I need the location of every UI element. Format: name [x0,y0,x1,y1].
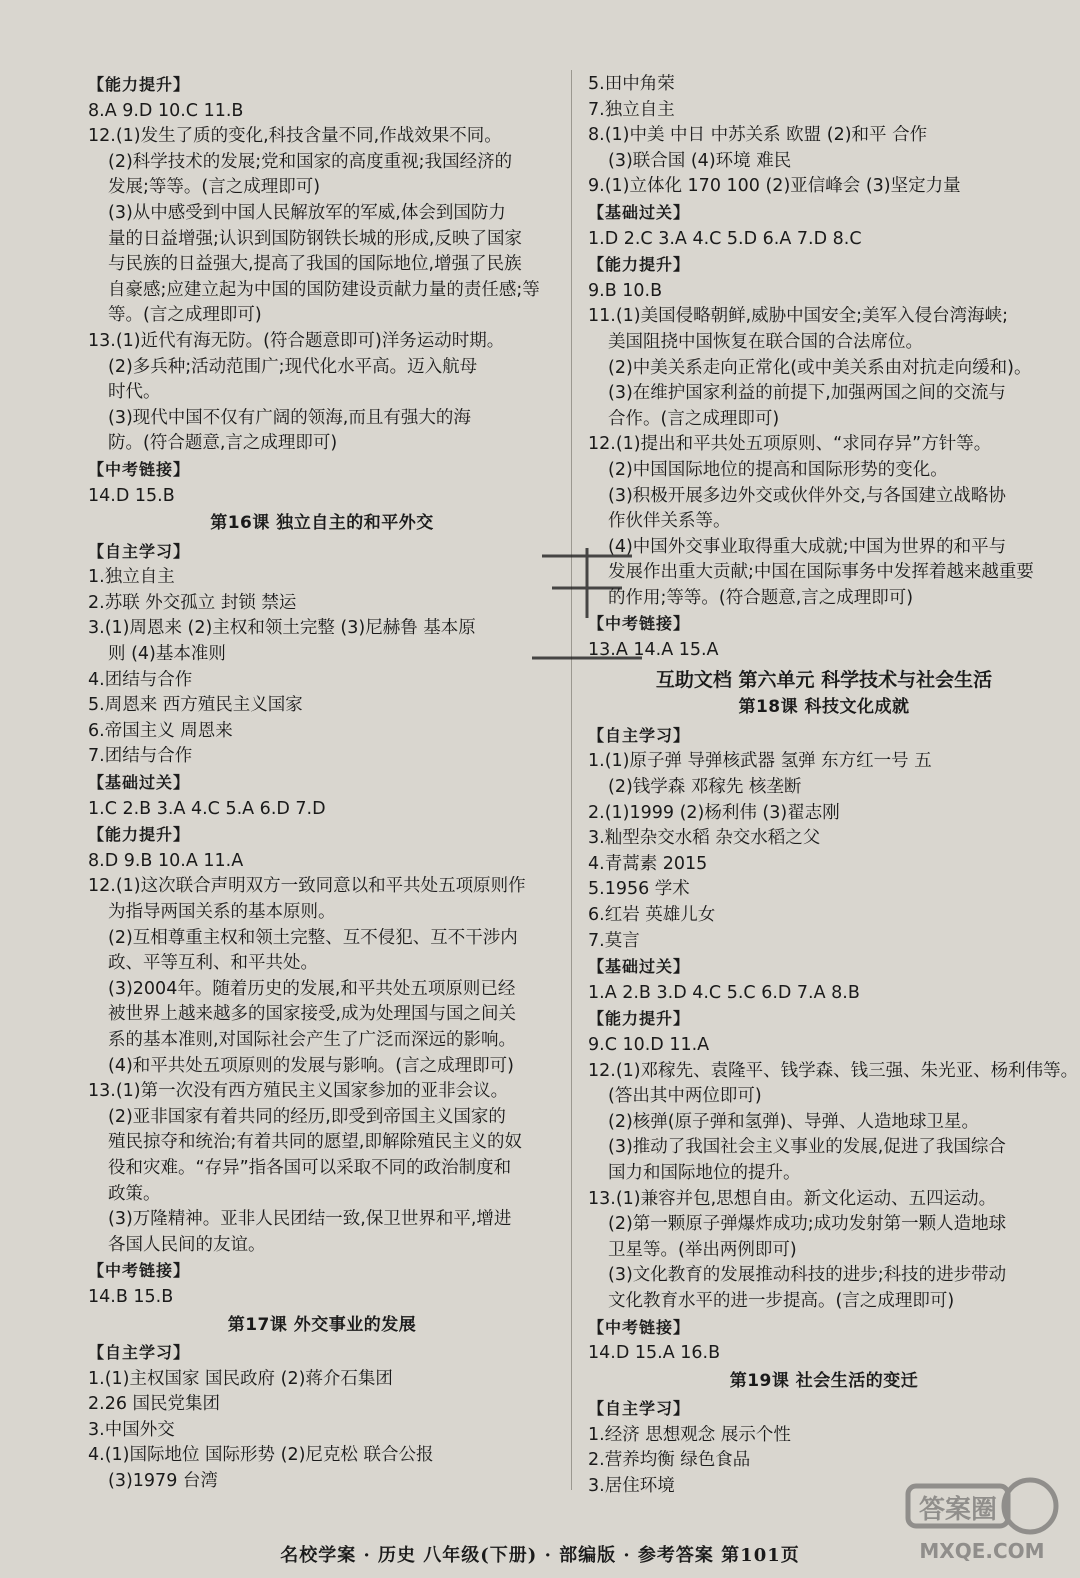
answer-line: 3.居住环境 [588,1476,675,1497]
answer-line: (2)多兵种;活动范围广;现代化水平高。迈入航母 [108,356,478,377]
answer-line: (3)1979 台湾 [108,1471,218,1492]
answer-line: 2.26 国民党集团 [88,1394,221,1415]
answer-line: 4.(1)国际地位 国际形势 (2)尼克松 联合公报 [88,1445,434,1466]
answer-line: 量的日益增强;认识到国防钢铁长城的形成,反映了国家 [108,228,522,249]
answer-line: 7.莫言 [588,930,640,951]
answer-line: 5.1956 学术 [588,879,690,900]
answer-line: 14.D 15.A 16.B [588,1343,721,1364]
page-footer: 名校学案 · 历史 八年级(下册) · 部编版 · 参考答案 第101页 [280,1545,800,1566]
section-tag: 【能力提升】 [88,825,191,845]
section-tag: 【能力提升】 [88,75,191,94]
answer-line: 防。(符合题意,言之成理即可) [108,433,338,454]
answer-line: (3)在维护国家利益的前提下,加强两国之间的交流与 [608,383,1006,404]
answer-line: 14.B 15.B [88,1286,174,1307]
section-tag: 【能力提升】 [588,255,691,275]
answer-line: (2)互相尊重主权和领土完整、互不侵犯、互不干涉内 [108,927,518,948]
section-tag-row [588,1315,1060,1342]
section-tag: 【中考链接】 [88,1261,191,1281]
answer-line: (3)从中感受到中国人民解放军的军威,体会到国防力 [108,202,506,223]
answer-line: 2.(1)1999 (2)杨利伟 (3)翟志刚 [588,802,840,823]
answer-line: 1.(1)主权国家 国民政府 (2)蒋介石集团 [88,1368,393,1389]
answer-line: 5.周恩来 西方殖民主义国家 [88,695,303,716]
section-tag: 【基础过关】 [588,202,691,222]
answer-line: 与民族的日益强大,提高了我国的国际地位,增强了民族 [108,254,522,275]
section-tag-row [588,252,1060,279]
answer-line: 5.田中角荣 [588,74,675,94]
answer-line: 7.独立自主 [588,99,675,120]
answer-line: 1.D 2.C 3.A 4.C 5.D 6.A 7.D 8.C [588,228,862,249]
answer-line: 9.C 10.D 11.A [588,1034,710,1055]
answer-line: 13.(1)近代有海无防。(符合题意即可)洋务运动时期。 [88,330,505,351]
answer-line: 7.团结与合作 [88,746,193,767]
section-tag-row [88,1340,556,1367]
answer-line: 8.A 9.D 10.C 11.B [88,100,244,121]
lesson-title: 第19课 社会生活的变迁 [729,1370,919,1391]
answer-line: 9.B 10.B [588,280,663,301]
answer-line: 3.(1)周恩来 (2)主权和领土完整 (3)尼赫鲁 基本原 [88,618,476,639]
answer-line: (3)万隆精神。亚非人民团结一致,保卫世界和平,增进 [108,1209,512,1230]
lesson-title: 第18课 科技文化成就 [738,697,910,718]
answer-line: 发展;等等。(言之成理即可) [108,177,321,198]
section-tag-row [588,200,1060,227]
section-tag: 【自主学习】 [88,541,191,561]
answer-line: 国力和国际地位的提升。 [608,1162,801,1183]
answer-line: 13.(1)兼容并包,思想自由。新文化运动、五四运动。 [588,1188,997,1209]
left-column [88,72,556,1495]
answer-line: (2)中美关系走向正常化(或中美关系由对抗走向缓和)。 [608,357,1032,378]
answer-line: 1.经济 思想观念 展示个性 [588,1424,791,1445]
answer-line: 8.(1)中美 中日 中苏关系 欧盟 (2)和平 合作 [588,125,928,146]
overlay-stamp-mark [532,548,642,678]
section-tag: 【自主学习】 [588,725,691,745]
section-tag: 【基础过关】 [588,957,691,977]
answer-line: 6.红岩 英雄儿女 [588,905,716,925]
answer-line: (2)第一颗原子弹爆炸成功;成功发射第一颗人造地球 [608,1214,1007,1235]
answer-line: (3)推动了我国社会主义事业的发展,促进了我国综合 [608,1137,1006,1158]
answer-line: 文化教育水平的进一步提高。(言之成理即可) [608,1290,955,1311]
answer-line: 政、平等互利、和平共处。 [108,953,318,974]
column-divider [571,70,572,1490]
lesson-title: 第16课 独立自主的和平外交 [210,513,434,534]
answer-line: 发展作出重大贡献;中国在国际事务中发挥着越来越重要 [608,562,1034,583]
answer-line: 的作用;等等。(符合题意,言之成理即可) [608,587,914,608]
section-tag: 【能力提升】 [588,1009,691,1029]
section-tag: 【中考链接】 [588,1317,691,1337]
section-tag: 【中考链接】 [88,459,191,479]
section-tag-row [88,822,556,849]
answer-line: 12.(1)发生了质的变化,科技含量不同,作战效果不同。 [88,126,502,147]
answer-line: (2)中国国际地位的提高和国际形势的变化。 [608,459,948,480]
unit-title: 互助文档 第六单元 科学技术与社会生活 [655,668,993,691]
answer-line: 4.团结与合作 [88,669,193,690]
answer-line: 6.帝国主义 周恩来 [88,720,233,741]
answer-line: (3)2004年。随着历史的发展,和平共处五项原则已经 [108,978,516,999]
section-tag-row [588,723,1060,750]
answer-line: (3)积极开展多边外交或伙伴外交,与各国建立战略协 [608,485,1006,506]
answer-line: (2)科学技术的发展;党和国家的高度重视;我国经济的 [108,151,513,172]
answer-line: 自豪感;应建立起为中国的国防建设贡献力量的责任感;等 [108,279,540,300]
right-column [588,72,1079,1500]
answer-line: 4.青蒿素 2015 [588,853,708,874]
answer-line: 1.C 2.B 3.A 4.C 5.A 6.D 7.D [88,798,326,819]
answer-line: 政策。 [108,1183,161,1204]
answer-line: 12.(1)这次联合声明双方一致同意以和平共处五项原则作 [88,876,526,897]
answer-line: 12.(1)邓稼先、袁隆平、钱学森、钱三强、朱光亚、杨利伟等。 [588,1060,1079,1081]
answer-line: 3.中国外交 [88,1419,175,1440]
answer-line: 1.A 2.B 3.D 4.C 5.C 6.D 7.A 8.B [588,982,860,1003]
answer-line: 1.独立自主 [88,567,175,588]
answer-line: 等。(言之成理即可) [108,305,262,326]
section-tag-row [88,770,556,797]
section-tag: 【自主学习】 [88,1343,191,1363]
answer-line: 役和灾难。“存异”指各国可以采取不同的政治制度和 [108,1157,512,1178]
section-tag-row [588,954,1060,981]
answer-line: (4)和平共处五项原则的发展与影响。(言之成理即可) [108,1055,514,1076]
svg-text:MXQE.COM: MXQE.COM [919,1539,1045,1563]
answer-line: 13.(1)第一次没有西方殖民主义国家参加的亚非会议。 [88,1081,509,1102]
answer-line: 殖民掠夺和统治;有着共同的愿望,即解除殖民主义的奴 [108,1132,522,1153]
answer-line: 8.D 9.B 10.A 11.A [88,850,244,871]
answer-line: 各国人民间的友谊。 [108,1234,266,1255]
svg-text:答案圈: 答案圈 [918,1495,998,1525]
section-tag-row [588,611,1060,638]
answer-line: 则 (4)基本准则 [108,644,226,665]
answer-line: 系的基本准则,对国际社会产生了广泛而深远的影响。 [108,1029,517,1050]
section-tag-row [588,1396,1060,1423]
answer-line: 卫星等。(举出两例即可) [608,1239,797,1260]
section-tag-row [88,72,556,99]
answer-line: 为指导两国关系的基本原则。 [108,902,336,922]
answer-line: 13.A 14.A 15.A [588,640,719,661]
answer-line: 美国阻挠中国恢复在联合国的合法席位。 [608,331,923,352]
answer-line: 9.(1)立体化 170 100 (2)亚信峰会 (3)坚定力量 [588,176,961,197]
answer-line: 12.(1)提出和平共处五项原则、“求同存异”方针等。 [588,434,992,455]
answer-line: (2)核弹(原子弹和氢弹)、导弹、人造地球卫星。 [608,1111,979,1132]
answer-line: 作伙伴关系等。 [608,511,731,532]
section-tag: 【自主学习】 [588,1399,691,1419]
section-tag: 【中考链接】 [588,614,691,634]
lesson-title: 第17课 外交事业的发展 [227,1314,417,1335]
section-tag-row [88,457,556,484]
answer-line: 合作。(言之成理即可) [608,408,780,429]
answer-line: 14.D 15.B [88,485,175,506]
answer-line: 时代。 [108,382,161,403]
answer-line: (4)中国外交事业取得重大成就;中国为世界的和平与 [608,536,1007,557]
answer-line: (答出其中两位即可) [608,1086,762,1107]
answer-line: 被世界上越来越多的国家接受,成为处理国与国之间关 [108,1004,517,1025]
answer-line: 1.(1)原子弹 导弹核武器 氢弹 东方红一号 五 [588,751,932,772]
section-tag: 【基础过关】 [88,773,191,793]
answer-line: 2.苏联 外交孤立 封锁 禁运 [88,592,297,613]
answer-line: (3)现代中国不仅有广阔的领海,而且有强大的海 [108,407,471,428]
answer-line: (3)文化教育的发展推动科技的进步;科技的进步带动 [608,1265,1007,1286]
answer-line: 2.营养均衡 绿色食品 [588,1450,751,1471]
answer-line: (3)联合国 (4)环境 难民 [608,150,792,171]
answer-line: 11.(1)美国侵略朝鲜,威胁中国安全;美军入侵台湾海峡; [588,306,1008,327]
section-tag-row [588,1006,1060,1033]
answer-line: (2)亚非国家有着共同的经历,即受到帝国主义国家的 [108,1106,506,1127]
answer-line: (2)钱学森 邓稼先 核垄断 [608,777,802,798]
answer-line: 3.籼型杂交水稻 杂交水稻之父 [588,828,821,849]
section-tag-row [88,539,556,566]
section-tag-row [88,1258,556,1285]
